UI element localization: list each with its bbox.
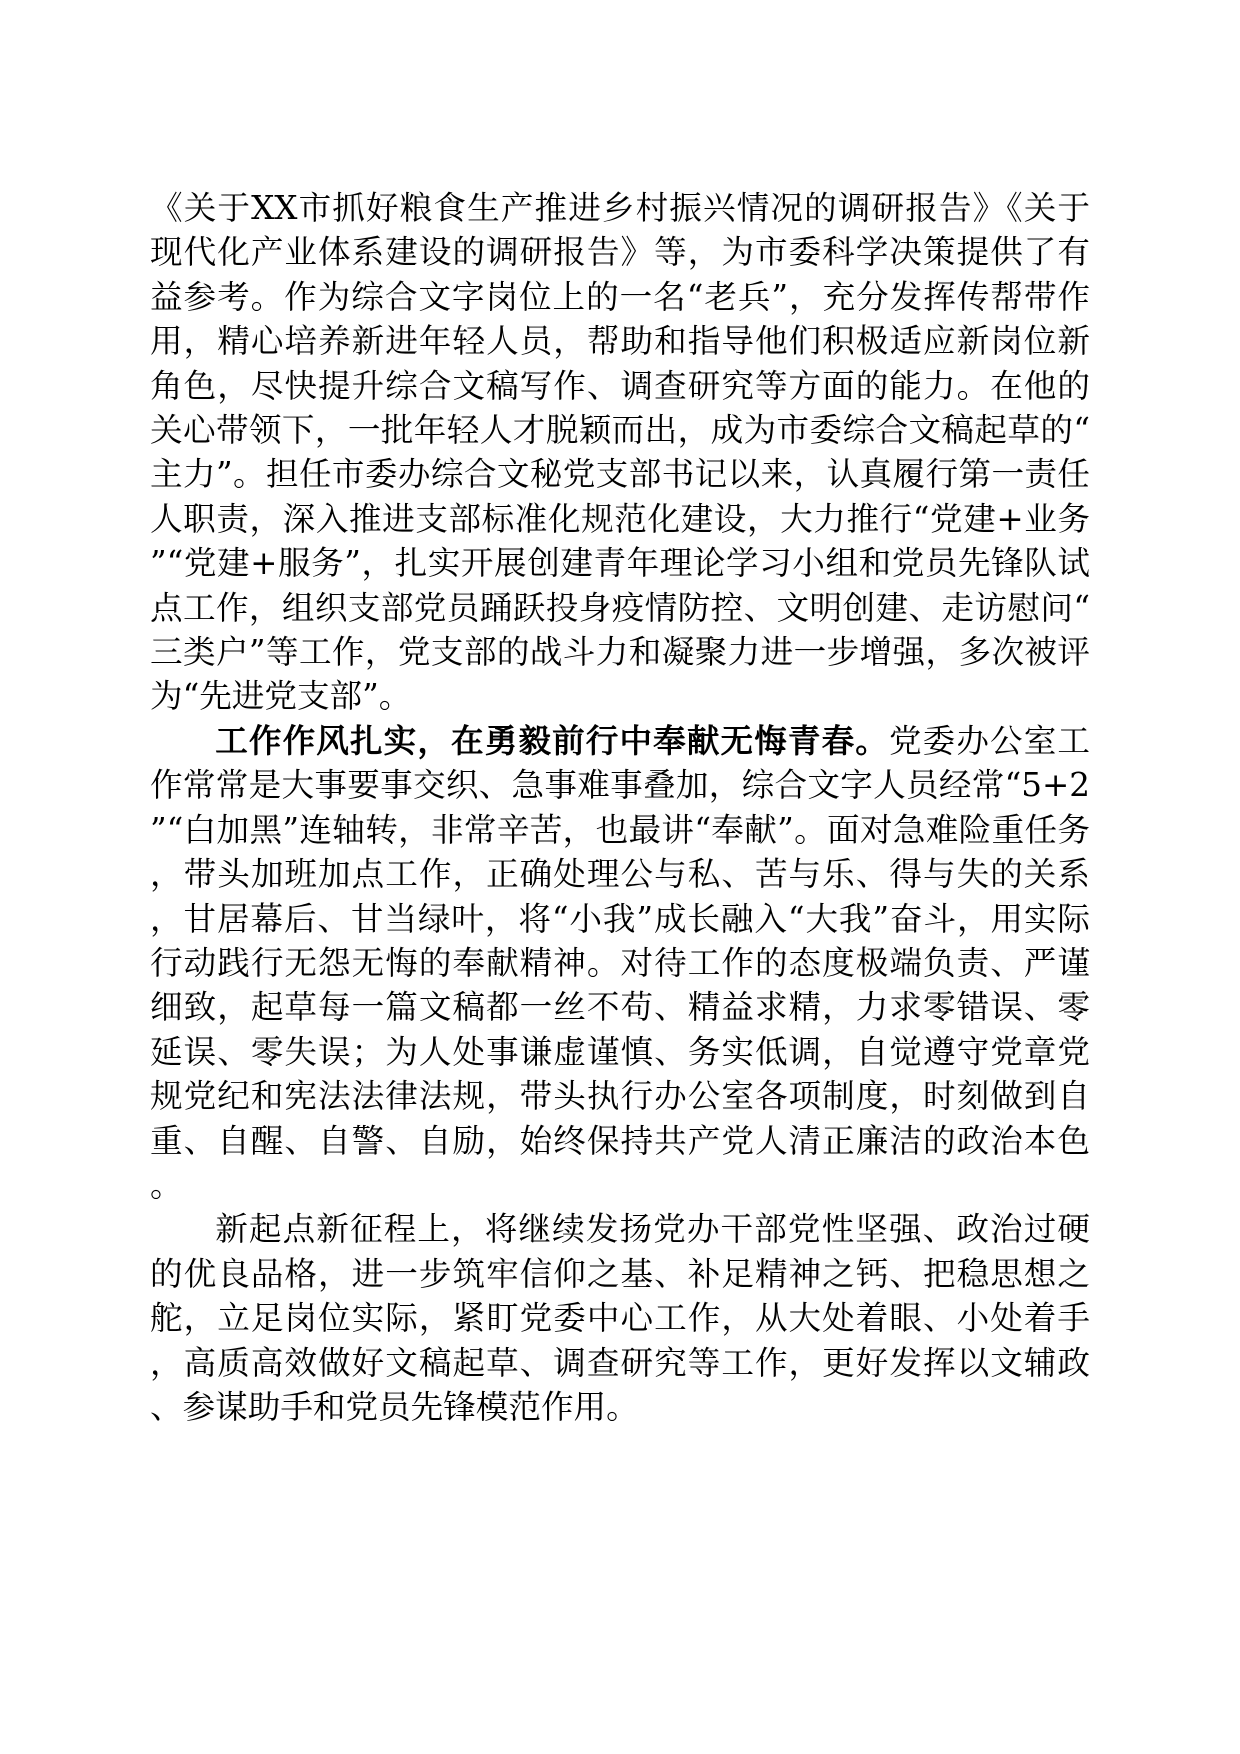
paragraph-text: 新起点新征程上，将继续发扬党办干部党性坚强、政治过硬的优良品格，进一步筑牢信仰之基、补足精神之钙、把稳思想之舵，立足岗位实际，紧盯党委中心工作，从大处着眼、小处着手，高质高效做好文稿起草、调查研究等工作，更好发挥以文辅政、参谋助手和党员先锋模范作用。 — [150, 1210, 1090, 1426]
paragraph-new-journey — [150, 1207, 1090, 1429]
paragraph-text: 党委办公室工作常常是大事要事交织、急事难事叠加，综合文字人员经常“5+2”“白加黑”连轴转，非常辛苦，也最讲“奉献”。面对急难险重任务，带头加班加点工作，正确处理公与私、苦与乐、得与失的关系，甘居幕后、甘当绿叶，将“小我”成长融入“大我”奋斗，用实际行动践行无怨无悔的奉献精神。对待工作的态度极端负责、严谨细致，起草每一篇文稿都一丝不苟、精益求精，力求零错误、零延误、零失误；为人处事谦虚谨慎、务实低调，自觉遵守党章党规党纪和宪法法律法规，带头执行办公室各项制度，时刻做到自重、自醒、自警、自励，始终保持共产党人清正廉洁的政治本色。 — [150, 721, 1090, 1204]
paragraph-continued — [150, 186, 1090, 719]
paragraph-work-style — [150, 719, 1090, 1207]
document-page — [150, 186, 1090, 1429]
paragraph-bold-heading: 工作作风扎实，在勇毅前行中奉献无悔青春。 — [215, 720, 889, 760]
paragraph-text: 《关于XX市抓好粮食生产推进乡村振兴情况的调研报告》《关于现代化产业体系建设的调研报告》等，为市委科学决策提供了有益参考。作为综合文字岗位上的一名“老兵”，充分发挥传帮带作用，精心培养新进年轻人员，帮助和指导他们积极适应新岗位新角色，尽快提升综合文稿写作、调查研究等方面的能力。在他的关心带领下，一批年轻人才脱颖而出，成为市委综合文稿起草的“主力”。担任市委办综合文秘党支部书记以来，认真履行第一责任人职责，深入推进支部标准化规范化建设，大力推行“党建+业务”“党建+服务”，扎实开展创建青年理论学习小组和党员先锋队试点工作，组织支部党员踊跃投身疫情防控、文明创建、走访慰问“三类户”等工作，党支部的战斗力和凝聚力进一步增强，多次被评为“先进党支部”。 — [150, 189, 1090, 716]
